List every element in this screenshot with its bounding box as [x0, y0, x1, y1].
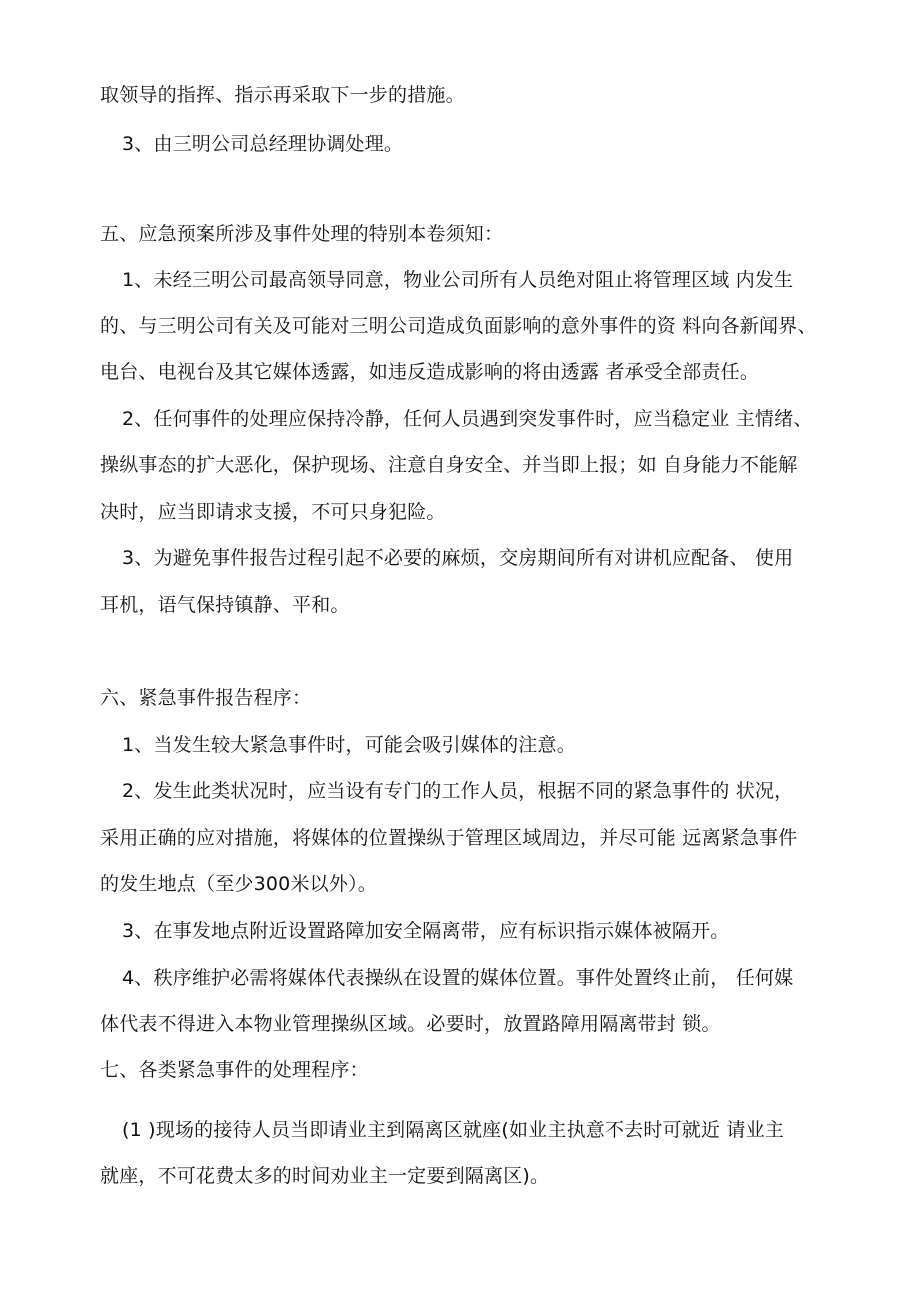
- paragraph-line: 操纵事态的扩大恶化，保护现场、注意自身安全、并当即上报；如 自身能力不能解: [100, 454, 798, 476]
- paragraph-line: 2、任何事件的处理应保持冷静，任何人员遇到突发事件时，应当稳定业 主情绪、: [122, 408, 813, 430]
- paragraph-line: 就座，不可花费太多的时间劝业主一定要到隔离区)。: [100, 1165, 550, 1187]
- paragraph-line: 的、与三明公司有关及可能对三明公司造成负面影响的意外事件的资 料向各新闻界、: [100, 315, 817, 337]
- paragraph-line: 1、当发生较大紧急事件时，可能会吸引媒体的注意。: [122, 734, 576, 756]
- paragraph-line: 采用正确的应对措施，将媒体的位置操纵于管理区域周边，并尽可能 远离紧急事件: [100, 827, 798, 849]
- paragraph-line: 的发生地点（至少300米以外）。: [100, 873, 377, 895]
- paragraph-line: 3、由三明公司总经理协调处理。: [122, 133, 404, 155]
- section-heading: 七、各类紧急事件的处理程序：: [100, 1059, 369, 1081]
- paragraph-line: 3、在事发地点附近设置路障加安全隔离带，应有标识指示媒体被隔开。: [122, 920, 730, 942]
- paragraph-line: (1 )现场的接待人员当即请业主到隔离区就座(如业主执意不去时可就近 请业主: [122, 1119, 785, 1141]
- section-heading: 五、应急预案所涉及事件处理的特别本卷须知：: [100, 223, 504, 245]
- paragraph-line: 1、未经三明公司最高领导同意，物业公司所有人员绝对阻止将管理区域 内发生: [122, 269, 794, 291]
- paragraph-line: 3、为避免事件报告过程引起不必要的麻烦，交房期间所有对讲机应配备、 使用: [122, 547, 794, 569]
- paragraph-line: 2、发生此类状况时，应当设有专门的工作人员，根据不同的紧急事件的 状况，: [122, 780, 794, 802]
- paragraph-line: 体代表不得进入本物业管理操纵区域。必要时，放置路障用隔离带封 锁。: [100, 1013, 721, 1035]
- paragraph-line: 取领导的指挥、指示再采取下一步的措施。: [100, 84, 465, 106]
- paragraph-line: 4、秩序维护必需将媒体代表操纵在设置的媒体位置。事件处置终止前， 任何媒: [122, 967, 794, 989]
- section-heading: 六、紧急事件报告程序：: [100, 687, 312, 709]
- paragraph-line: 电台、电视台及其它媒体透露，如违反造成影响的将由透露 者承受全部责任。: [100, 361, 760, 383]
- paragraph-line: 决时，应当即请求支援，不可只身犯险。: [100, 501, 446, 523]
- paragraph-line: 耳机，语气保持镇静、平和。: [100, 594, 350, 616]
